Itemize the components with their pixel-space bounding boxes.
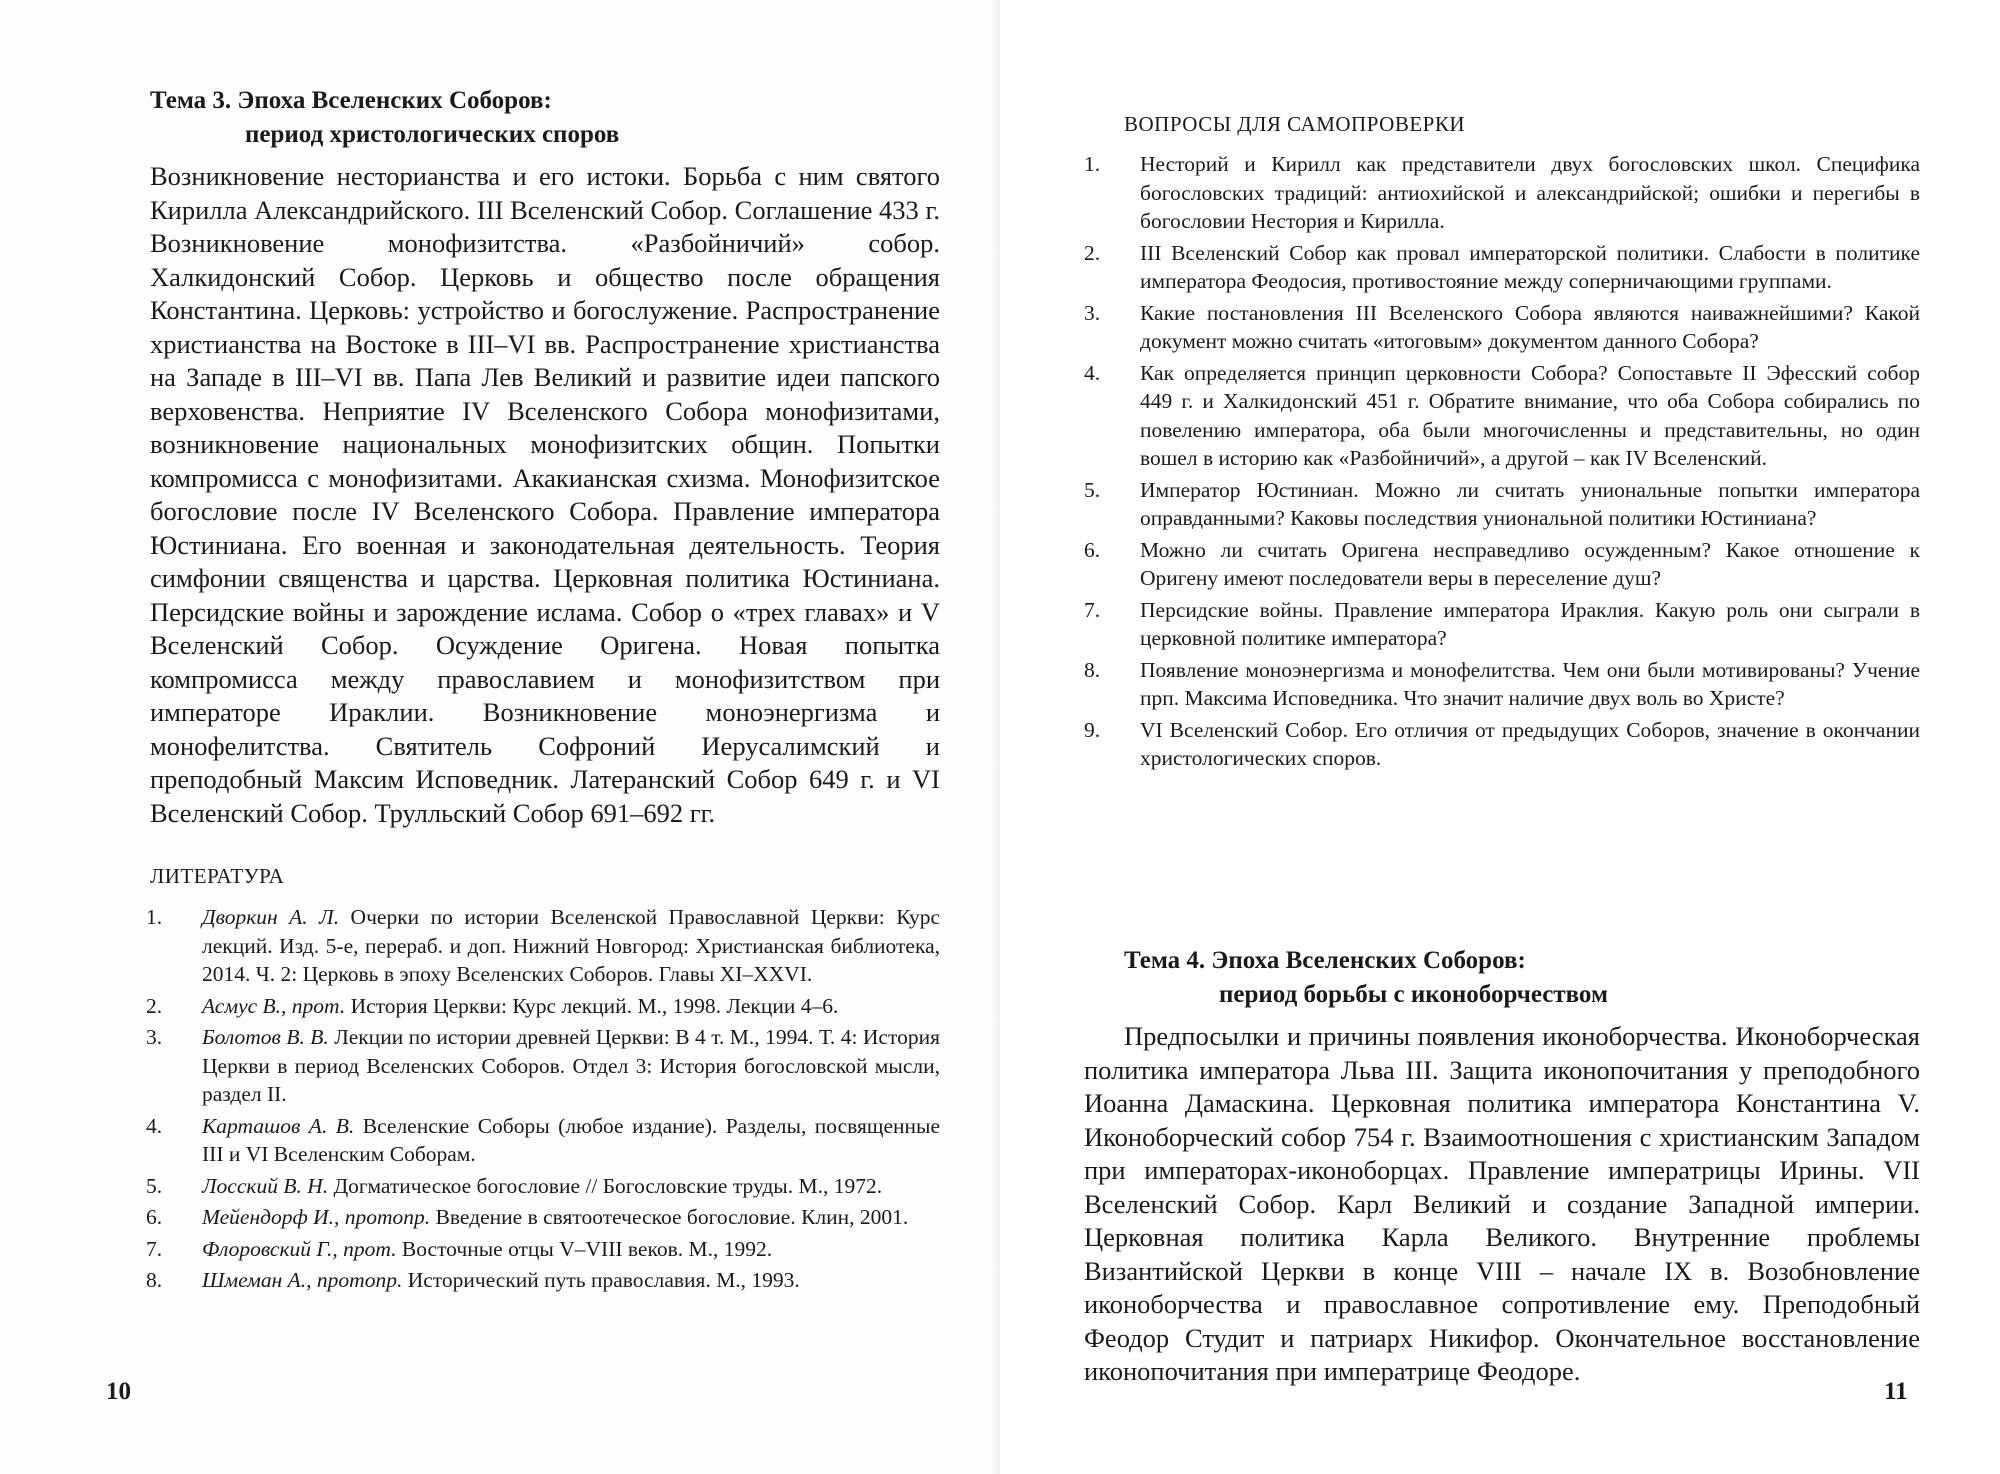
question-item: [1084, 656, 1920, 713]
literature-item-text: История Церкви: Курс лекций. М., 1998. Лекции 4–6.: [345, 993, 839, 1018]
literature-item-author: Флоровский Г., прот.: [202, 1236, 397, 1261]
literature-item-number: 2.: [146, 993, 163, 1018]
topic-3-title-line2: период христологических споров: [245, 121, 620, 148]
literature-item-author: Мейендорф И., протопр.: [202, 1205, 431, 1229]
questions-list: [1084, 150, 1920, 776]
question-item-text: Император Юстиниан. Можно ли считать униональные попытки императора оправданными? Каковы последствия униональной политики Юстиниана?: [1140, 477, 1920, 530]
question-item: [1084, 596, 1920, 653]
question-item-number: 1.: [1084, 152, 1101, 176]
questions-heading: ВОПРОСЫ ДЛЯ САМОПРОВЕРКИ: [1124, 112, 1466, 136]
literature-item-number: 3.: [146, 1025, 163, 1049]
literature-item-author: Шмеман А., протопр.: [202, 1268, 403, 1292]
literature-item-text: Догматическое богословие // Богословские труды. М., 1972.: [328, 1173, 883, 1198]
literature-item: [146, 1203, 940, 1232]
question-item: [1084, 359, 1920, 473]
question-item-number: 5.: [1084, 477, 1101, 502]
literature-item-text: Введение в святоотеческое богословие. Клин, 2001.: [430, 1205, 909, 1229]
question-item-number: 6.: [1084, 537, 1101, 562]
topic-4-title: [1124, 944, 1608, 1012]
page-number-right: 11: [1884, 1378, 1908, 1405]
question-item: [1084, 476, 1920, 533]
literature-item-author: Лосский В. Н.: [202, 1173, 329, 1198]
page-number-left: 10: [106, 1378, 131, 1405]
question-item-number: 3.: [1084, 300, 1101, 325]
question-item-text: Персидские войны. Правление императора Ираклия. Какую роль они сыграли в церковной политике императора?: [1140, 597, 1920, 650]
literature-item-text: Вселенские Соборы (любое издание). Разделы, посвященные III и VI Вселенским Соборам.: [202, 1113, 940, 1166]
literature-item: [146, 992, 940, 1021]
literature-item-text: Лекции по истории древней Церкви: В 4 т. М., 1994. Т. 4: История Церкви в период Вселенских Соборов. Отдел 3: История богословской мысли, раздел II.: [202, 1025, 940, 1106]
question-item-number: 8.: [1084, 657, 1101, 682]
literature-item-number: 8.: [146, 1268, 163, 1292]
question-item: [1084, 536, 1920, 593]
literature-item-number: 1.: [146, 905, 163, 929]
question-item-number: 9.: [1084, 717, 1101, 742]
literature-item-author: Болотов В. В.: [202, 1025, 329, 1049]
topic-4-title-line2: период борьбы с иконоборчеством: [1219, 981, 1608, 1008]
topic-3-title-line1: Тема 3. Эпоха Вселенских Соборов:: [150, 87, 552, 114]
topic-4-body: Предпосылки и причины появления иконоборчества. Иконоборческая политика императора Льва III. Защита иконопочитания у преподобного Иоанна Дамаскина. Церковная политика императора Константина V. Иконоборческий собор 754 г. Взаимоотношения с христианским Западом при императорах-иконоборцах. Правление императрицы Ирины. VII Вселенский Собор. Карл Великий и создание Западной империи. Церковная политика Карла Великого. Внутренние проблемы Византийской Церкви в конце VIII – начале IX в. Возобновление иконоборчества и православное сопротивление ему. Преподобный Феодор Студит и патриарх Никифор. Окончательное восстановление иконопочитания при императрице Феодоре.: [1084, 1021, 1920, 1386]
literature-item-text: Исторический путь православия. М., 1993.: [402, 1268, 800, 1292]
question-item-text: Появление моноэнергизма и монофелитства. Чем они были мотивированы? Учение прп. Максима Исповедника. Что значит наличие двух воль во Христе?: [1140, 657, 1920, 710]
literature-item-text: Восточные отцы V–VIII веков. М., 1992.: [396, 1236, 773, 1261]
literature-item: [146, 1172, 940, 1201]
literature-item: [146, 1266, 940, 1295]
question-item-number: 4.: [1084, 360, 1101, 385]
literature-item-text: Очерки по истории Вселенской Православной Церкви: Курс лекций. Изд. 5-е, перераб. и доп. Нижний Новгород: Христианская библиотека, 2014. Ч. 2: Церковь в эпоху Вселенских Соборов. Главы XI–XXVI.: [202, 905, 940, 986]
literature-item-number: 4.: [146, 1113, 163, 1138]
question-item: [1084, 299, 1920, 356]
question-item: [1084, 239, 1920, 296]
literature-list: [146, 903, 940, 1298]
question-item-number: 2.: [1084, 240, 1101, 265]
question-item-text: III Вселенский Собор как провал императорской политики. Слабости в политике императора Феодосия, противостояние между соперничающими группами.: [1140, 240, 1920, 293]
literature-item-author: Карташов А. В.: [202, 1113, 355, 1138]
literature-item: [146, 903, 940, 989]
topic-3-title: [150, 84, 619, 152]
question-item: [1084, 150, 1920, 236]
literature-heading: ЛИТЕРАТУРА: [150, 864, 285, 888]
literature-item-number: 7.: [146, 1236, 163, 1261]
question-item-text: Можно ли считать Оригена несправедливо осужденным? Какое отношение к Оригену имеют последователи веры в переселение душ?: [1140, 537, 1920, 590]
literature-item-number: 6.: [146, 1205, 163, 1229]
right-page: [1000, 0, 2000, 1474]
question-item-text: Несторий и Кирилл как представители двух богословских школ. Специфика богословских традиций: антиохийской и александрийской; ошибки и перегибы в богословии Нестория и Кирилла.: [1140, 152, 1920, 233]
literature-item: [146, 1235, 940, 1264]
topic-3-body: Возникновение несторианства и его истоки. Борьба с ним святого Кирилла Александрийского. III Вселенский Собор. Соглашение 433 г. Возникновение монофизитства. «Разбойничий» собор. Халкидонский Собор. Церковь и общество после обращения Константина. Церковь: устройство и богослужение. Распространение христианства на Востоке в III–VI вв. Распространение христианства на Западе в III–VI вв. Папа Лев Великий и развитие идеи папского верховенства. Неприятие IV Вселенского Собора монофизитами, возникновение национальных монофизитских общин. Попытки компромисса с монофизитами. Акакианская схизма. Монофизитское богословие после IV Вселенского Собора. Правление императора Юстиниана. Его военная и законодательная деятельность. Теория симфонии священства и царства. Церковная политика Юстиниана. Персидские войны и зарождение ислама. Собор о «трех главах» и V Вселенский Собор. Осуждение Оригена. Новая попытка компромисса между православием и монофизитством при императоре Ираклии. Возникновение моноэнергизма и монофелитства. Святитель Софроний Иерусалимский и преподобный Максим Исповедник. Латеранский Собор 649 г. и VI Вселенский Собор. Трулльский Собор 691–692 гг.: [150, 161, 940, 828]
literature-item: [146, 1112, 940, 1169]
literature-item: [146, 1023, 940, 1109]
literature-item-author: Дворкин А. Л.: [202, 905, 340, 929]
question-item-number: 7.: [1084, 597, 1101, 622]
literature-item-number: 5.: [146, 1173, 163, 1198]
question-item-text: Как определяется принцип церковности Собора? Сопоставьте II Эфесский собор 449 г. и Халкидонский 451 г. Обратите внимание, что оба Собора собирались по повелению императора, оба были многочисленны и представительны, но один вошел в историю как «Разбойничий», а другой – как IV Вселенский.: [1140, 360, 1920, 470]
literature-item-author: Асмус В., прот.: [202, 993, 346, 1018]
question-item-text: VI Вселенский Собор. Его отличия от предыдущих Соборов, значение в окончании христологических споров.: [1140, 717, 1920, 770]
question-item-text: Какие постановления III Вселенского Собора являются наиважнейшими? Какой документ можно считать «итоговым» документом данного Собора?: [1140, 300, 1920, 353]
question-item: [1084, 716, 1920, 773]
topic-4-title-line1: Тема 4. Эпоха Вселенских Соборов:: [1124, 947, 1526, 974]
